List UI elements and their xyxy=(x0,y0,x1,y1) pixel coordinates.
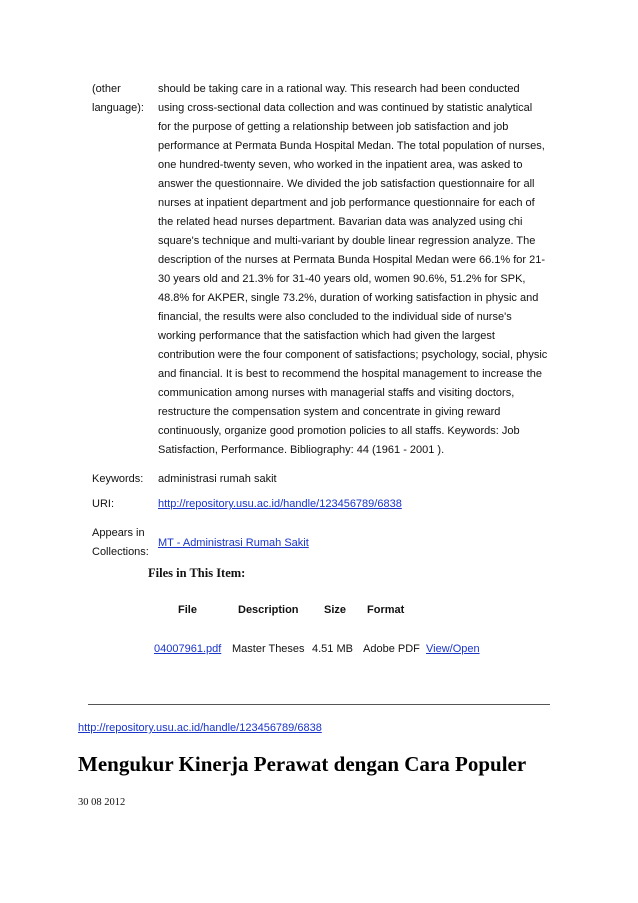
article-date: 30 08 2012 xyxy=(78,797,126,808)
file-size: 4.51 MB xyxy=(312,643,353,655)
divider xyxy=(88,704,550,705)
column-header-size: Size xyxy=(324,604,347,616)
collections-row xyxy=(92,524,562,562)
page-url-link[interactable]: http://repository.usu.ac.id/handle/123456789/6838 xyxy=(78,722,322,734)
files-heading: Files in This Item: xyxy=(148,566,246,580)
column-header-file: File xyxy=(178,604,197,616)
view-open-link[interactable]: View/Open xyxy=(426,643,480,655)
file-format: Adobe PDF xyxy=(363,643,420,655)
item-metadata-table xyxy=(92,80,562,562)
article-title: Mengukur Kinerja Perawat dengan Cara Populer xyxy=(78,752,527,776)
abstract-text: should be taking care in a rational way. This research had been conducted using cross-sectional data collection and was continued by statistic analytical for the purpose of getting a relationship between job satisfaction and job performance at Permata Bunda Hospital Medan. The total population of nurses, one hundred-twenty seven, who worked in the inpatient area, was asked to answer the questionnaire. We divided the job satisfaction questionnaire for all nurses at inpatient department and job performance questionnaire for each of the related head nurses department. Bavarian data was analyzed using chi square's technique and multi-variant by double linear regression analyze. The description of the nurses at Permata Bunda Hospital Medan were 66.1% for 21-30 years old and 21.3% for 31-40 years old, women 90.6%, 51.2% for SPK, 48.8% for AKPER, single 73.2%, duration of working satisfaction in physic and financial, the results were also concluded to the individual side of nurse's working performance that the satisfaction which had given the largest contribution were the four component of satisfactions; psychology, social, physic and financial. It is best to recommend the hospital management to increase the communication among nurses with managerial staffs and visiting doctors, restructure the compensation system and concentrate in giving reward continuously, organize good promotion policies to all staffs. Keywords: Job Satisfaction, Performance. Bibliography: 44 (1961 - 2001 ). xyxy=(158,83,548,456)
column-header-description: Description xyxy=(238,604,299,616)
keywords-label: Keywords: xyxy=(92,473,144,485)
uri-link[interactable]: http://repository.usu.ac.id/handle/123456789/6838 xyxy=(158,498,402,510)
keywords-row xyxy=(92,470,562,489)
abstract-label: (other language): xyxy=(92,83,144,114)
collections-label: Appears in Collections: xyxy=(92,527,149,558)
files-table xyxy=(154,600,496,658)
collection-link[interactable]: MT - Administrasi Rumah Sakit xyxy=(158,537,309,549)
files-table-header xyxy=(154,600,496,620)
table-row xyxy=(154,640,496,658)
uri-label: URI: xyxy=(92,498,114,510)
keywords-value: administrasi rumah sakit xyxy=(158,473,277,485)
file-link[interactable]: 04007961.pdf xyxy=(154,643,222,655)
file-description: Master Theses xyxy=(232,643,305,655)
column-header-format: Format xyxy=(367,604,405,616)
abstract-row xyxy=(92,80,562,460)
uri-row xyxy=(92,495,562,514)
